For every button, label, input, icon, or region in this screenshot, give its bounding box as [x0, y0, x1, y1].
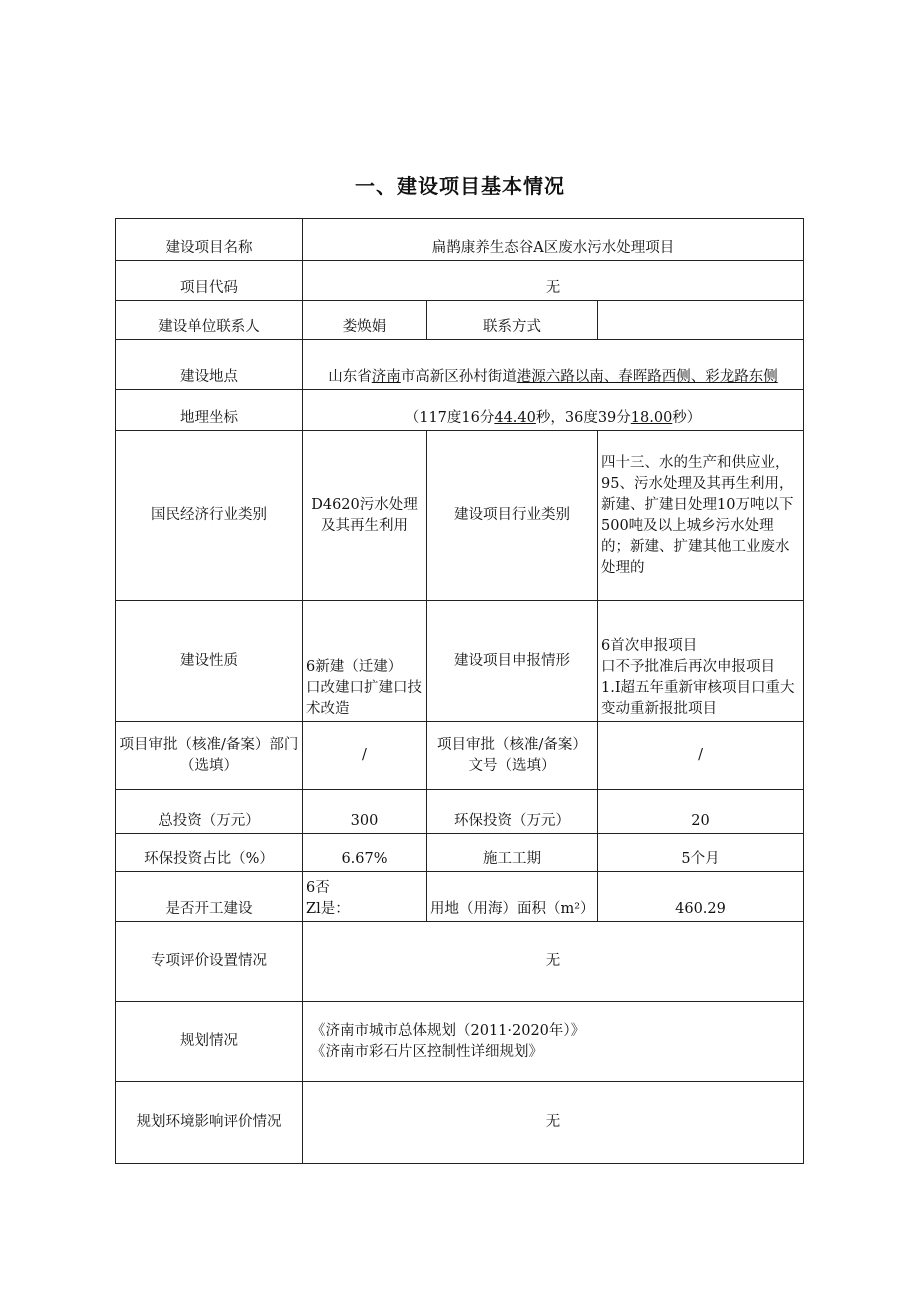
location-value — [303, 340, 804, 390]
row-planning-eia — [116, 1082, 804, 1164]
env-investment-label: 环保投资（万元） — [427, 790, 598, 834]
project-code-label: 项目代码 — [116, 261, 303, 301]
project-name-value: 扁鹊康养生态谷A区废水污水处理项目 — [303, 219, 804, 261]
industry-value: D4620污水处理及其再生利用 — [303, 431, 427, 601]
planning-line-1: 《济南市城市总体规划（2011·2020年）》 — [311, 1022, 586, 1039]
location-label: 建设地点 — [116, 340, 303, 390]
report-label: 建设项目申报情形 — [427, 601, 598, 722]
coords-sec-1: 44.40 — [494, 410, 536, 426]
row-industry — [116, 431, 804, 601]
report-value: 6首次申报项目 口不予批准后再次申报项目 1.I超五年重新审核项目口重大变动重新报批项目 — [598, 601, 804, 722]
row-project-name — [116, 219, 804, 261]
row-coords — [116, 390, 804, 431]
land-area-label: 用地（用海）面积（m²） — [427, 872, 598, 922]
approval-doc-label: 项目审批（核准/备案）文号（选填） — [427, 722, 598, 790]
special-eval-label: 专项评价设置情况 — [116, 922, 303, 1002]
planning-eia-value: 无 — [303, 1082, 804, 1164]
row-project-code — [116, 261, 804, 301]
page-title: 一、建设项目基本情况 — [355, 174, 565, 198]
location-roads: 港源六路以南、春晖路西侧、彩龙路东侧 — [516, 369, 778, 385]
project-name-label: 建设项目名称 — [116, 219, 303, 261]
nature-label: 建设性质 — [116, 601, 303, 722]
coords-label: 地理坐标 — [116, 390, 303, 431]
construction-period-value: 5个月 — [598, 834, 804, 872]
row-ratio — [116, 834, 804, 872]
row-contact — [116, 301, 804, 340]
coords-part-2: 秒，36度39分 — [535, 410, 631, 426]
planning-eia-label: 规划环境影响评价情况 — [116, 1082, 303, 1164]
project-code-value: 无 — [303, 261, 804, 301]
location-city: 济南 — [371, 369, 401, 385]
approval-dept-label: 项目审批（核准/备案）部门（选填） — [116, 722, 303, 790]
row-location — [116, 340, 804, 390]
coords-sec-2: 18.00 — [630, 410, 673, 426]
industry-label: 国民经济行业类别 — [116, 431, 303, 601]
coords-part-3: 秒） — [672, 410, 702, 426]
started-label: 是否开工建设 — [116, 872, 303, 922]
planning-value — [303, 1002, 804, 1082]
planning-label: 规划情况 — [116, 1002, 303, 1082]
total-investment-label: 总投资（万元） — [116, 790, 303, 834]
approval-doc-value: / — [598, 722, 804, 790]
nature-value: 6新建（迁建） 口改建口扩建口技术改造 — [303, 601, 427, 722]
contact-method-label: 联系方式 — [427, 301, 598, 340]
land-area-value: 460.29 — [598, 872, 804, 922]
contact-method-value — [598, 301, 804, 340]
project-info-table — [115, 218, 804, 1164]
industry-category-value: 四十三、水的生产和供应业，95、污水处理及其再生利用，新建、扩建日处理10万吨以下500吨及以上城乡污水处理的；新建、扩建其他工业废水处理的 — [598, 431, 804, 601]
planning-line-2: 《济南市彩石片区控制性详细规划》 — [311, 1043, 543, 1060]
coords-part-1: （117度16分 — [404, 410, 495, 426]
env-ratio-label: 环保投资占比（%） — [116, 834, 303, 872]
env-investment-value: 20 — [598, 790, 804, 834]
row-investment — [116, 790, 804, 834]
started-value: 6否 Zl是： — [303, 872, 427, 922]
row-planning — [116, 1002, 804, 1082]
location-prefix: 山东省 — [328, 369, 372, 385]
location-district: 市高新区孙村街道 — [400, 369, 517, 385]
total-investment-value: 300 — [303, 790, 427, 834]
row-started — [116, 872, 804, 922]
special-eval-value: 无 — [303, 922, 804, 1002]
contact-label: 建设单位联系人 — [116, 301, 303, 340]
construction-period-label: 施工工期 — [427, 834, 598, 872]
coords-value — [303, 390, 804, 431]
industry-category-label: 建设项目行业类别 — [427, 431, 598, 601]
row-approval — [116, 722, 804, 790]
approval-dept-value: / — [303, 722, 427, 790]
contact-value: 娄焕娟 — [303, 301, 427, 340]
row-special-eval — [116, 922, 804, 1002]
row-nature — [116, 601, 804, 722]
env-ratio-value: 6.67% — [303, 834, 427, 872]
